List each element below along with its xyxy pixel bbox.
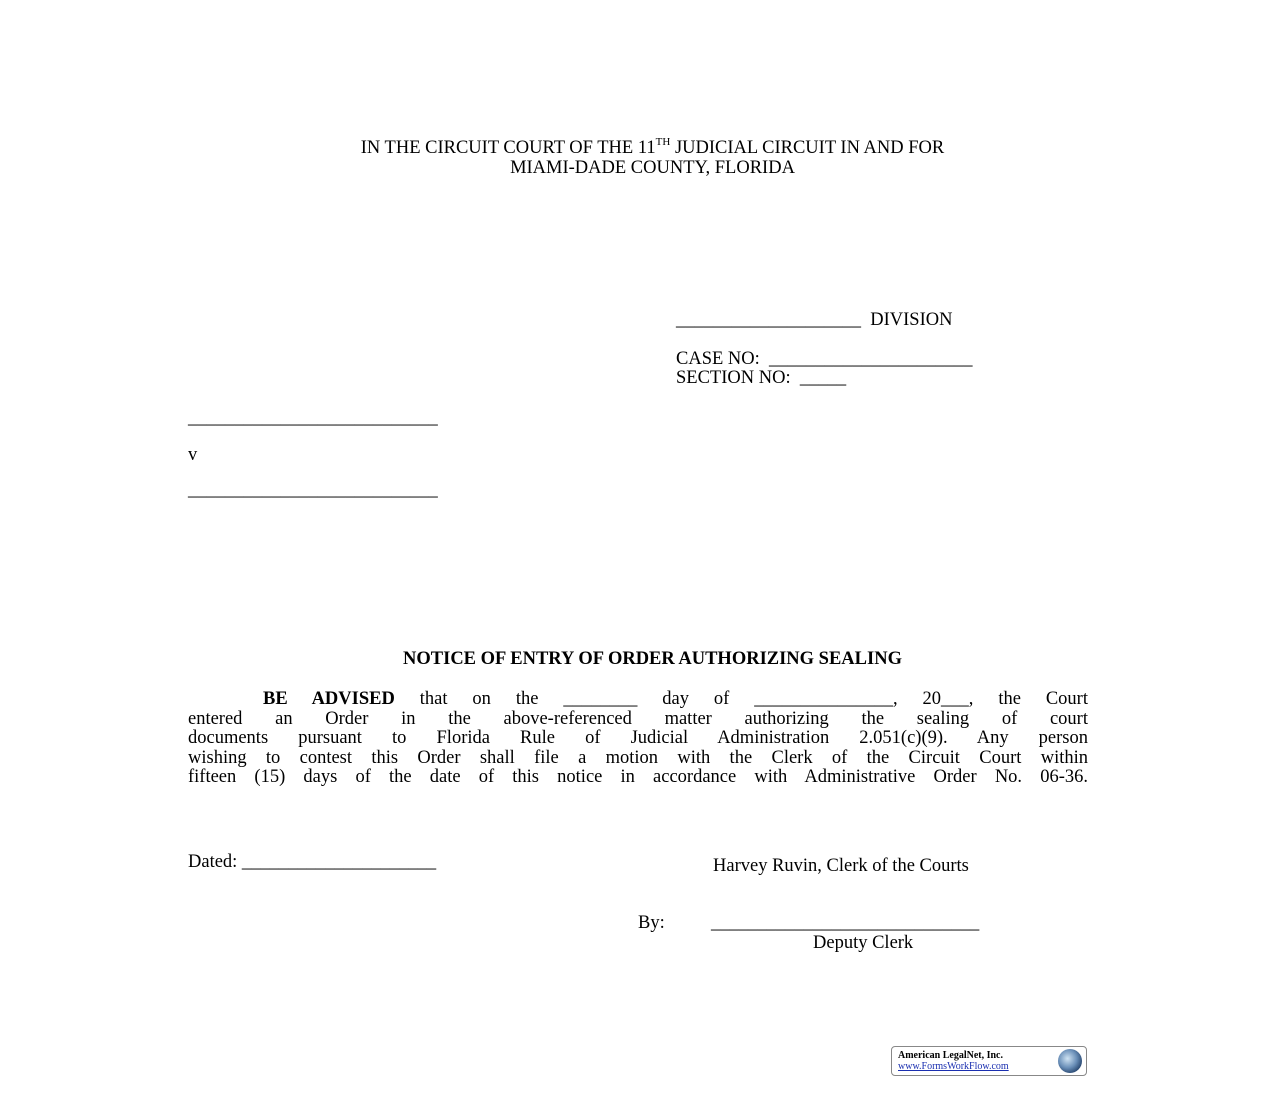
court-header-line1: IN THE CIRCUIT COURT OF THE 11TH JUDICIAL CIRCUIT IN AND FOR: [360, 136, 945, 158]
division-field[interactable]: ____________________ DIVISION: [676, 310, 953, 330]
body-line-4: wishing to contest this Order shall file a motion with the Clerk of the Circuit Court within: [188, 747, 1088, 768]
defendant-field[interactable]: ___________________________: [188, 480, 438, 500]
versus-label: v: [188, 445, 198, 465]
logo-company: American LegalNet, Inc.: [898, 1050, 1003, 1061]
logo-url-link[interactable]: www.FormsWorkFlow.com: [898, 1061, 1009, 1072]
section-number-field[interactable]: SECTION NO: _____: [676, 368, 847, 388]
american-legalnet-logo: [891, 1046, 1087, 1076]
body-line-3: documents pursuant to Florida Rule of Judicial Administration 2.051(c)(9). Any person: [188, 728, 1088, 748]
court-header-line2: MIAMI-DADE COUNTY, FLORIDA: [510, 158, 795, 178]
deputy-clerk-label: Deputy Clerk: [813, 933, 914, 953]
body-line-2: entered an Order in the above-referenced matter authorizing the sealing of court: [188, 708, 1088, 729]
case-number-field[interactable]: CASE NO: ______________________: [676, 349, 973, 369]
clerk-name: Harvey Ruvin, Clerk of the Courts: [713, 856, 969, 876]
body-line-5: fifteen (15) days of the date of this notice in accordance with Administrative Order No. 06-36.: [188, 767, 1088, 787]
document-title: NOTICE OF ENTRY OF ORDER AUTHORIZING SEALING: [403, 649, 902, 669]
body-line-1: BE ADVISED that on the ________ day of _______________, 20___, the Court: [263, 689, 1088, 709]
by-label: By:: [638, 913, 665, 933]
plaintiff-field[interactable]: ___________________________: [188, 408, 438, 428]
globe-icon: [1058, 1049, 1082, 1073]
dated-field[interactable]: Dated: _____________________: [188, 852, 437, 872]
signature-line[interactable]: _____________________________: [711, 913, 980, 933]
